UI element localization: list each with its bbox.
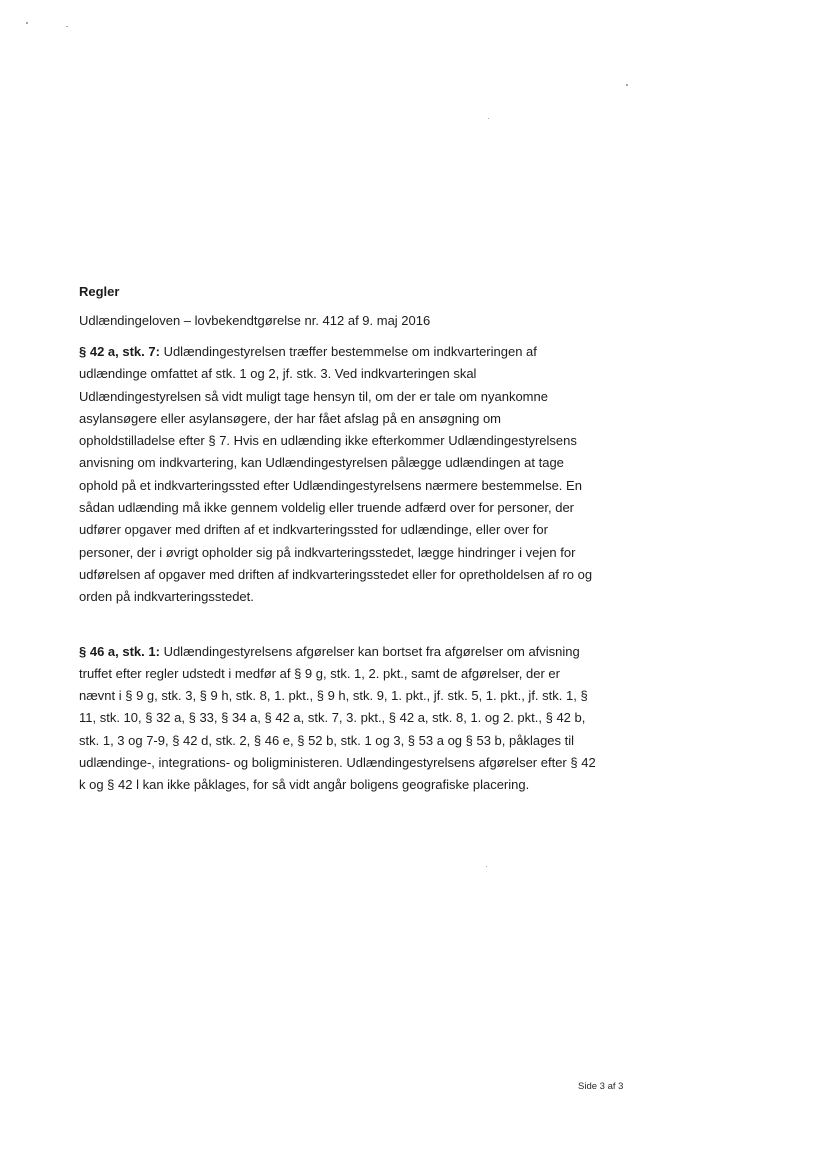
document-body	[79, 282, 599, 797]
scan-speck	[486, 866, 487, 867]
section-heading: Regler	[79, 284, 120, 299]
page-number: Side 3 af 3	[578, 1081, 624, 1092]
paragraph-46a	[79, 641, 599, 797]
scan-speck	[26, 22, 28, 24]
law-reference: Udlændingeloven – lovbekendtgørelse nr. 412 af 9. maj 2016	[79, 313, 431, 328]
paragraph-text: Udlændingestyrelsens afgørelser kan bortset fra afgørelser om afvisning truffet efter regler udstedt i medfør af § 9 g, stk. 1, 2. pkt., samt de afgørelser, der er nævnt i § 9 g, stk. 3, § 9 h, stk. 8, 1. pkt., § 9 h, stk. 9, 1. pkt., jf. stk. 5, 1. pkt., jf. stk. 1, § 11, stk. 10, § 32 a, § 33, § 34 a, § 42 a, stk. 7, 3. pkt., § 42 a, stk. 8, 1. og 2. pkt., § 42 b, stk. 1, 3 og 7-9, § 42 d, stk. 2, § 46 e, § 52 b, stk. 1 og 3, § 53 a og § 53 b, påklages til udlændinge-, integrations- og boligministeren. Udlændingestyrelsens afgørelser efter § 42 k og § 42 l kan ikke påklages, for så vidt angår boligens geografiske placering.	[79, 643, 596, 793]
scan-speck	[626, 84, 628, 86]
scan-speck	[488, 118, 489, 119]
scan-speck	[66, 26, 68, 27]
paragraph-lead: § 42 a, stk. 7:	[79, 344, 160, 359]
paragraph-42a	[79, 341, 599, 609]
paragraph-text: Udlændingestyrelsen træffer bestemmelse om indkvarteringen af udlændinge omfattet af stk. 1 og 2, jf. stk. 3. Ved indkvarteringen skal Udlændingestyrelsen så vidt muligt tage hensyn til, om der er tale om nyankomne asylansøgere eller asylansøgere, der har fået afslag på en ansøgning om opholdstilladelse efter § 7. Hvis en udlænding ikke efterkommer Udlændingestyrelsens anvisning om indkvartering, kan Udlændingestyrelsen pålægge udlændingen at tage ophold på et indkvarteringssted efter Udlændingestyrelsens nærmere bestemmelse. En sådan udlænding må ikke gennem voldelig eller truende adfærd over for personer, der udfører opgaver med driften af et indkvarteringssted for udlændinge, eller over for personer, der i øvrigt opholder sig på indkvarteringsstedet, lægge hindringer i vejen for udførelsen af opgaver med driften af indkvarteringsstedet eller for opretholdelsen af ro og orden på indkvarteringsstedet.	[79, 344, 593, 605]
paragraph-lead: § 46 a, stk. 1:	[79, 643, 160, 659]
